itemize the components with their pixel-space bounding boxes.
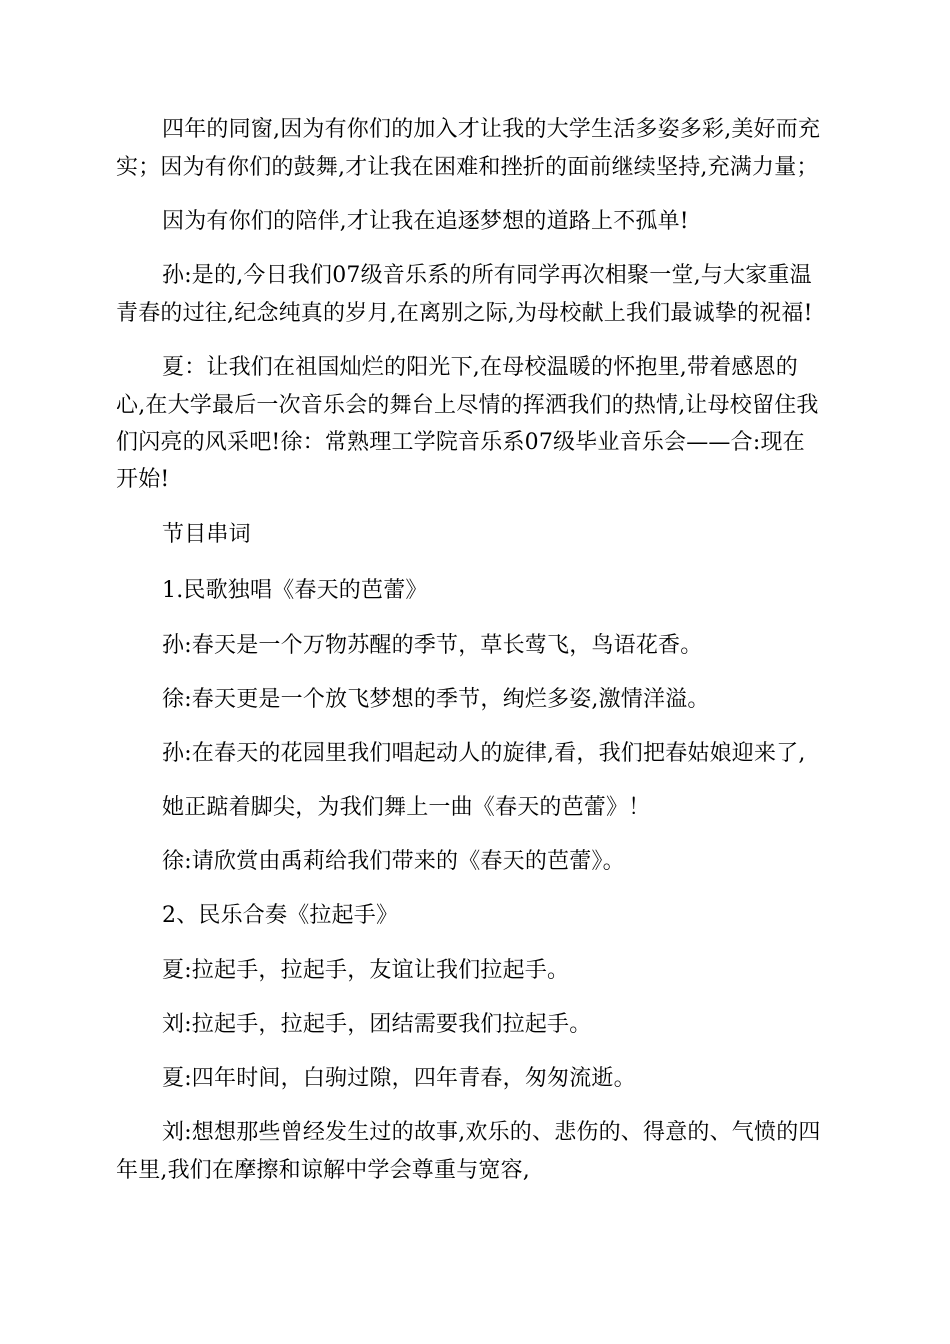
paragraph-line: 因为有你们的陪伴,才让我在追逐梦想的道路上不孤单! [162, 209, 689, 234]
section-heading: 节目串词 [162, 522, 251, 547]
paragraph-line: 青春的过往,纪念纯真的岁月,在离别之际,为母校献上我们最诚挚的祝福! [116, 301, 813, 326]
dialogue-line: 夏:拉起手，拉起手，友谊让我们拉起手。 [162, 958, 570, 983]
paragraph-line: 开始! [116, 467, 170, 492]
paragraph-line: 孙:是的,今日我们07级音乐系的所有同学再次相聚一堂,与大家重温 [162, 263, 812, 288]
paragraph-line: 四年的同窗,因为有你们的加入才让我的大学生活多姿多彩,美好而充 [162, 117, 821, 142]
dialogue-line: 刘:想想那些曾经发生过的故事,欢乐的、悲伤的、得意的、气愤的四 [162, 1120, 821, 1145]
paragraph-line: 们闪亮的风采吧!徐：常熟理工学院音乐系07级毕业音乐会——合:现在 [116, 430, 805, 455]
dialogue-line: 年里,我们在摩擦和谅解中学会尊重与宽容, [116, 1158, 530, 1183]
dialogue-line: 徐:请欣赏由禹莉给我们带来的《春天的芭蕾》。 [162, 849, 625, 874]
dialogue-line: 刘:拉起手，拉起手，团结需要我们拉起手。 [162, 1012, 592, 1037]
paragraph-line: 实；因为有你们的鼓舞,才让我在困难和挫折的面前继续坚持,充满力量； [116, 155, 819, 180]
paragraph-line: 夏：让我们在祖国灿烂的阳光下,在母校温暖的怀抱里,带着感恩的 [162, 355, 798, 380]
program-item-heading: 2、民乐合奏《拉起手》 [162, 903, 399, 928]
program-item-heading: 1.民歌独唱《春天的芭蕾》 [162, 578, 428, 603]
dialogue-line: 夏:四年时间，白驹过隙，四年青春，匆匆流逝。 [162, 1066, 636, 1091]
dialogue-line: 她正踮着脚尖，为我们舞上一曲《春天的芭蕾》！ [162, 795, 651, 820]
dialogue-line: 孙:在春天的花园里我们唱起动人的旋律,看，我们把春姑娘迎来了, [162, 741, 806, 766]
paragraph-line: 心,在大学最后一次音乐会的舞台上尽情的挥洒我们的热情,让母校留住我 [116, 393, 819, 418]
dialogue-line: 徐:春天更是一个放飞梦想的季节，绚烂多姿,激情洋溢。 [162, 687, 710, 712]
dialogue-line: 孙:春天是一个万物苏醒的季节，草长莺飞，鸟语花香。 [162, 633, 703, 658]
